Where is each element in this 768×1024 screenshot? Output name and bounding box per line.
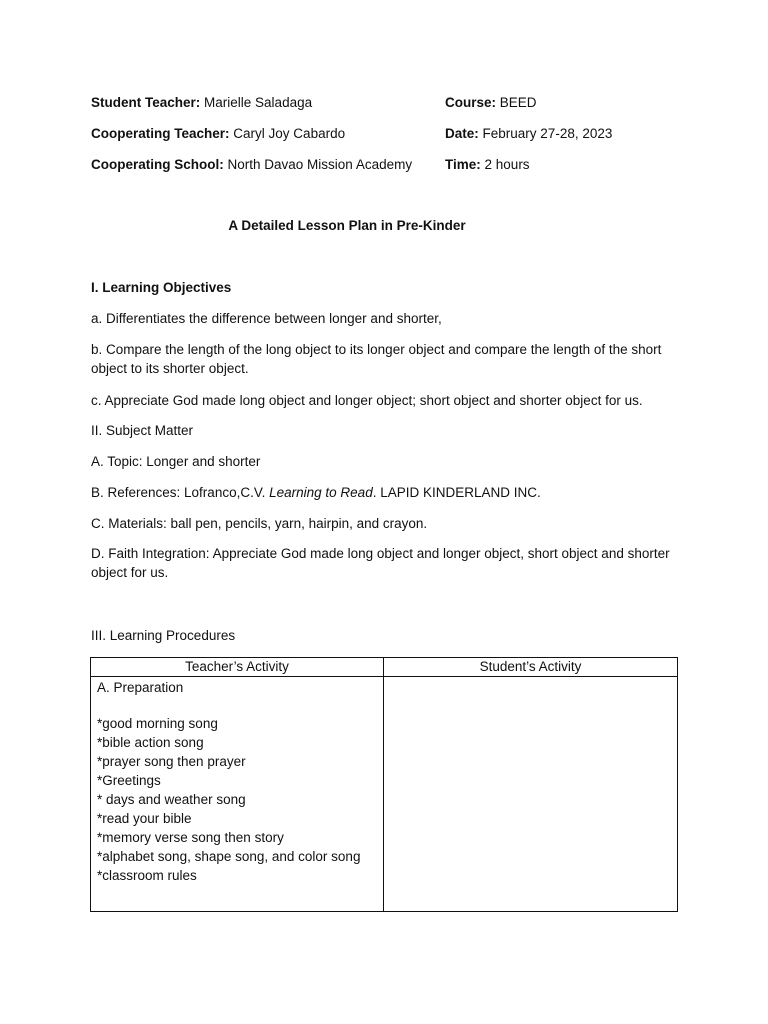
procedures-table [90,657,678,912]
subject-matter-heading: II. Subject Matter [91,423,194,438]
time-value: 2 hours [484,157,530,172]
student-teacher-label: Student Teacher: [91,95,201,110]
objective-c: c. Appreciate God made long object and longer object; short object and shorter object for us. [91,393,643,408]
student-teacher-value: Marielle Saladaga [204,95,313,110]
cooperating-school-line [91,155,412,174]
cooperating-teacher-line [91,124,345,143]
teacher-activity-cell [91,677,384,912]
procedures-heading: III. Learning Procedures [91,628,236,643]
references-prefix: B. References: Lofranco,C.V. [91,485,266,500]
course-line [445,93,537,112]
objectives-heading: I. Learning Objectives [91,280,232,295]
faith-integration: D. Faith Integration: Appreciate God made long object and longer object, short object and shorter object for us. [91,546,670,580]
date-label: Date: [445,126,479,141]
cooperating-teacher-label: Cooperating Teacher: [91,126,230,141]
student-teacher-line [91,93,312,112]
list-item: *memory verse song then story [97,830,284,845]
time-line [445,155,530,174]
course-value: BEED [499,95,537,110]
list-item: *classroom rules [97,868,197,883]
page-title: A Detailed Lesson Plan in Pre-Kinder [228,218,466,233]
date-value: February 27-28, 2023 [482,126,613,141]
list-item: *alphabet song, shape song, and color song [97,849,361,864]
procedures-header-row [91,658,678,677]
objective-a: a. Differentiates the difference between longer and shorter, [91,311,442,326]
references-line [91,483,541,502]
student-activity-header: Student’s Activity [384,658,678,677]
course-label: Course: [445,95,497,110]
cooperating-school-value: North Davao Mission Academy [227,157,413,172]
date-line [445,124,612,143]
cooperating-school-label: Cooperating School: [91,157,224,172]
materials-line: C. Materials: ball pen, pencils, yarn, hairpin, and crayon. [91,516,428,531]
list-item: *prayer song then prayer [97,754,246,769]
list-item: * days and weather song [97,792,246,807]
references-suffix: . LAPID KINDERLAND INC. [372,485,541,500]
cooperating-teacher-value: Caryl Joy Cabardo [233,126,346,141]
objective-b: b. Compare the length of the long object to its longer object and compare the length of the short object to its shorter object. [91,342,662,376]
teacher-activity-header: Teacher’s Activity [91,658,384,677]
list-item: *good morning song [97,716,218,731]
preparation-label: A. Preparation [97,680,184,695]
student-activity-cell [384,677,678,912]
topic-line: A. Topic: Longer and shorter [91,454,261,469]
procedures-row [91,677,678,912]
time-label: Time: [445,157,481,172]
list-item: *bible action song [97,735,204,750]
references-book-title: Learning to Read [269,485,373,500]
list-item: *Greetings [97,773,161,788]
list-item: *read your bible [97,811,192,826]
